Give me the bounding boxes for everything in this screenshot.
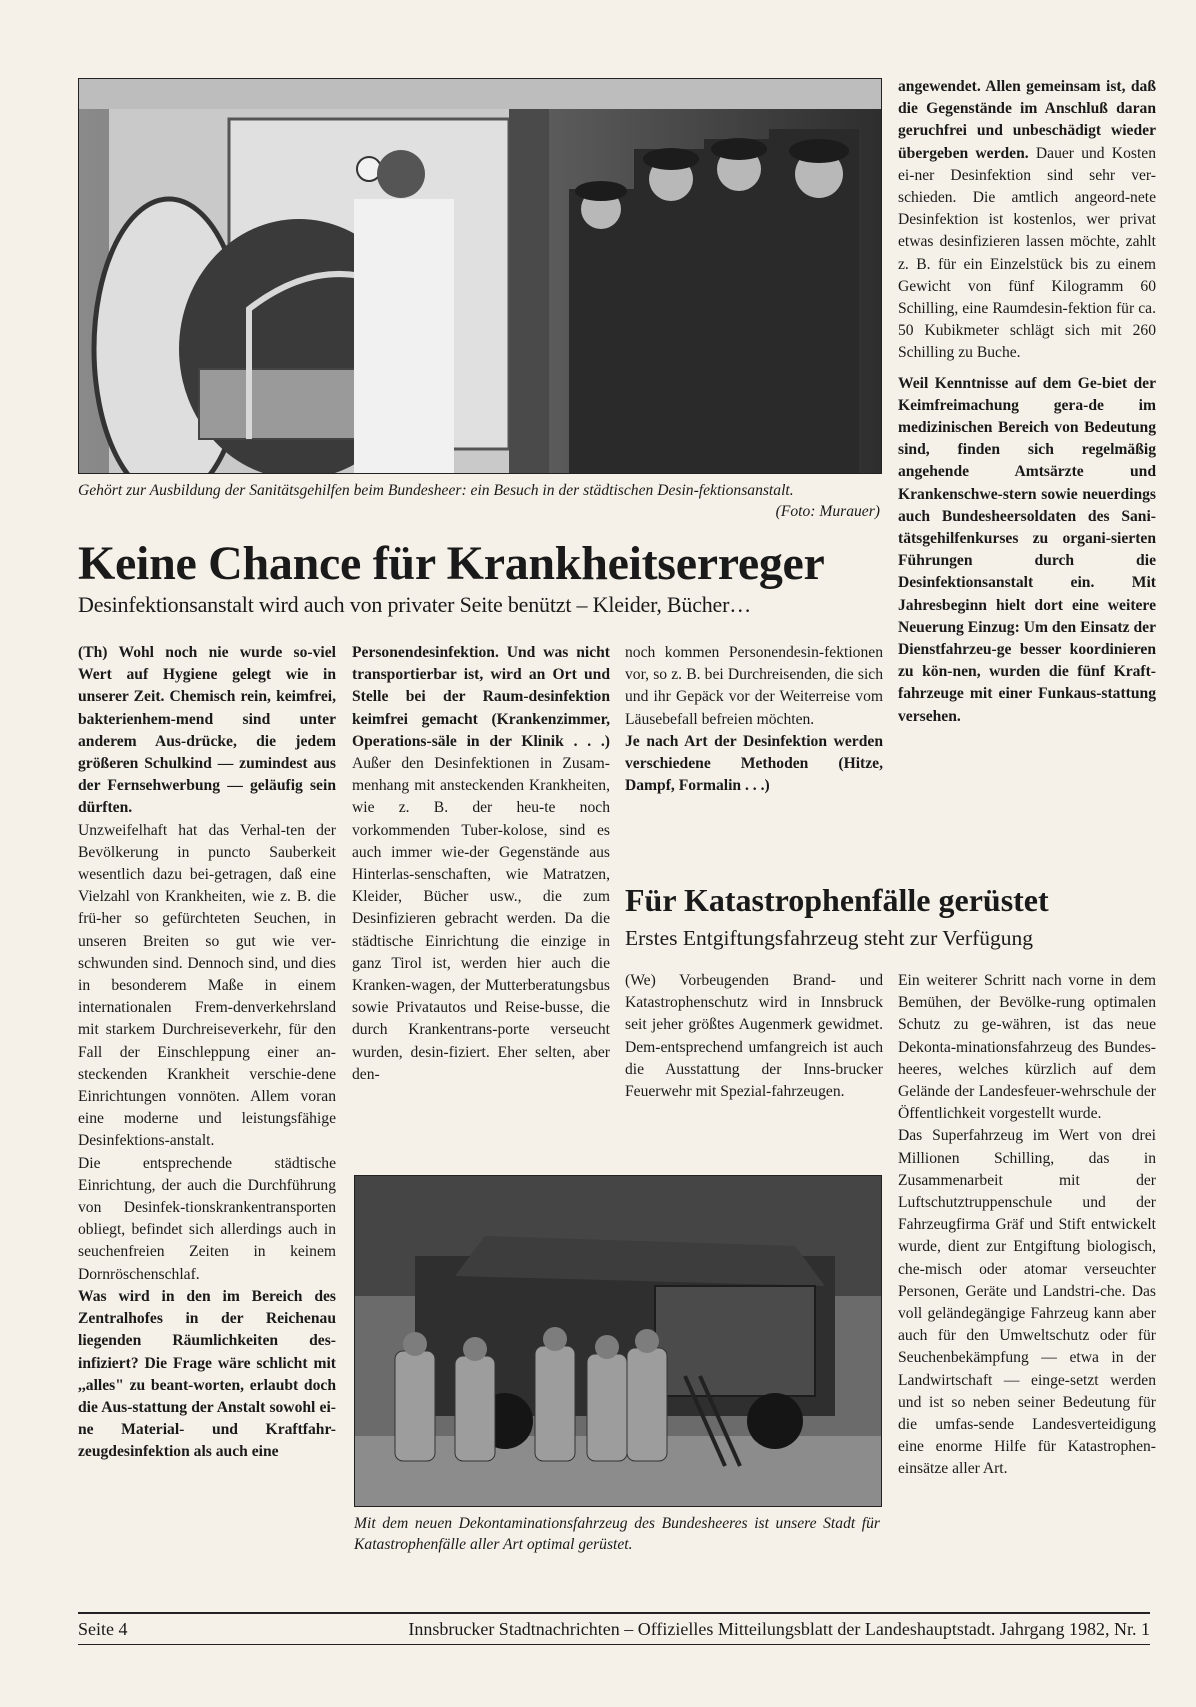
photo-caption-2-text: Mit dem neuen Dekontaminationsfahrzeug des Bundesheeres ist unsere Stadt für Katastrophenfälle aller Art optimal gerüstet.	[354, 1515, 880, 1553]
article-subheadline-main: Desinfektionsanstalt wird auch von privater Seite benützt – Kleider, Bücher…	[78, 592, 752, 617]
article-paragraph-bold: Personendesinfektion. Und was nicht transportierbar ist, wird an Ort und Stelle bei der Raum-desinfektion keimfrei gemacht (Krankenzimmer, Operations-säle in der Klinik . . .)	[352, 644, 610, 750]
article-paragraph-text: Dauer und Kosten ei-ner Desinfektion sind sehr ver-schieden. Die amtlich angeord-nete Desinfektion ist kostenlos, wer privat etwas desinfizieren lassen möchte, zahlt z. B. für ein Einzelstück bis zu einem Gewicht von fünf Kilogramm 60 Schilling, eine Raumdesin-fektion für ca. 50 Kubikmeter schlägt sich mit 260 Schilling zu Buche.	[898, 144, 1156, 362]
article-paragraph	[898, 76, 1156, 365]
article-subheadline-secondary: Erstes Entgiftungsfahrzeug steht zur Verfügung	[625, 926, 1033, 950]
article-column-4	[898, 76, 1156, 728]
article-paragraph: Unzweifelhaft hat das Verhal-ten der Bevölkerung in puncto Sauberkeit wesentlich dazu bei-getragen, daß eine Vielzahl von Krankheiten, wie z. B. die frü-her so gefürchteten Seuchen, in unseren Breiten so gut wie ver-schwunden sind. Dennoch sind, und dies in besonderem Maße in einem internationalen Frem-denverkehrsland mit starkem Durchreiseverkehr, für den Fall der Einschleppung einer an-steckenden Krankheit verschie-dene Einrichtungen vonnöten. Allem voran eine moderne und leistungsfähige Desinfektions-anstalt.	[78, 821, 336, 1150]
photo-caption-1-text: Gehört zur Ausbildung der Sanitätsgehilfen beim Bundesheer: ein Besuch in der städtischen Desin-fektionsanstalt.	[78, 482, 794, 499]
photo-disinfection-chamber	[78, 78, 882, 474]
article-paragraph-bold: Weil Kenntnisse auf dem Ge-biet der Keimfreimachung gera-de im medizinischen Bereich von Bedeutung sind, finden sich regelmäßig angehende Amtsärzte und Krankenschwe-stern sowie neuerdings auch Bundesheersoldaten des Sani-tätsgehilfenkurses zu organi-sierten Führungen durch die Desinfektionsanstalt ein. Mit Jahresbeginn hielt dort eine weitere Neuerung Einzug: Um den Einsatz der Dienstfahrzeu-ge besser koordinieren zu kön-nen, wurden die fünf Kraft-fahrzeuge mit einer Funkaus-stattung versehen.	[898, 374, 1156, 725]
article-paragraph: (We) Vorbeugenden Brand- und Katastrophenschutz wird in Innsbruck seit jeher größtes Augenmerk gewidmet. Dem-entsprechend umfangreich ist auch die Ausstattung der Inns-brucker Feuerwehr mit Spezial-fahrzeugen.	[625, 972, 883, 1101]
article-column-2	[352, 642, 610, 1086]
article-paragraph	[352, 642, 610, 1086]
article-column-3	[625, 642, 883, 797]
article-lead-paragraph: (Th) Wohl noch nie wurde so-viel Wert auf Hygiene gelegt wie in unserer Zeit. Chemisch rein, keimfrei, bakterienhem-mend sind unter anderem Aus-drücke, die jedem größeren Schulkind — zumindest aus der Fernsehwerbung — geläufig sein dürften.	[78, 644, 336, 817]
article-headline-main: Keine Chance für Krankheitserreger	[78, 537, 825, 590]
photo-caption-2	[354, 1513, 880, 1555]
article-paragraph: Das Superfahrzeug im Wert von drei Millionen Schilling, das in Zusammenarbeit mit der Luftschutztruppenschule und der Fahrzeugfirma Gräf und Stift entwickelt wurde, dient zur Entgiftung biologisch, che-misch oder atomar verseuchter Personen, Geräte und Landstri-che. Das voll geländegängige Fahrzeug kann aber auch für den Umweltschutz oder für Seuchenbekämpfung — etwa in der Landwirtschaft — einge-setzt werden und ist so neben seiner Bedeutung für die umfas-sende Landesverteidigung eine enorme Hilfe für Katastrophen-einsätze aller Art.	[898, 1127, 1156, 1478]
article2-column-1	[625, 970, 883, 1103]
article-paragraph-bold: Was wird in den im Bereich des Zentralhofes in der Reichenau liegenden Räumlichkeiten des-infiziert? Die Frage wäre schlicht mit ,,alles" zu beant-worten, erlaubt doch die Aus-stattung der Anstalt sowohl ei-ne Material- und Kraftfahr-zeugdesinfektion als auch eine	[78, 1287, 336, 1461]
article-paragraph: Die entsprechende städtische Einrichtung, der auch die Durchführung von Desinfek-tionskrankentransporten obliegt, befindet sich allerdings auch in seuchenfreien Zeiten in keinem Dornröschenschlaf.	[78, 1154, 336, 1283]
article-headline-secondary: Für Katastrophenfälle gerüstet	[625, 882, 1049, 918]
article-paragraph: noch kommen Personendesin-fektionen vor, so z. B. bei Durchreisenden, die sich und ihr Gepäck vor der Weiterreise vom Läusebefall befreien möchten.	[625, 644, 883, 728]
page-footer	[78, 1612, 1150, 1645]
article-paragraph-text: Außer den Desinfektionen in Zusam-menhang mit ansteckenden Krankheiten, wie z. B. der heu-te noch vorkommenden Tuber-kolose, sind es auch immer wie-der Gegenstände aus Hinterlas-senschaften, wie Matratzen, Kleider, Bücher usw., die zum Desinfizieren gebracht werden. Da die städtische Einrichtung die einzige in ganz Tirol ist, werden hier auch die Kranken-wagen, der Mutterberatungsbus sowie Privatautos und Reise-busse, die durch Krankentrans-porte verseucht wurden, desin-fiziert. Eher selten, aber den-	[352, 755, 610, 1083]
photo-decontamination-vehicle	[354, 1175, 882, 1507]
article2-column-2	[898, 970, 1156, 1481]
photo-disinfection-chamber-graphic	[79, 79, 881, 473]
page-number: Seite 4	[78, 1619, 128, 1639]
publication-info: Innsbrucker Stadtnachrichten – Offizielles Mitteilungsblatt der Landeshauptstadt. Jahrgang 1982, Nr. 1	[408, 1619, 1150, 1639]
photo-credit: (Foto: Murauer)	[775, 503, 880, 520]
article-paragraph: Ein weiterer Schritt nach vorne in dem Bemühen, der Bevölke-rung optimalen Schutz zu ge-währen, ist das neue Dekonta-minationsfahrzeug des Bundes-heeres, welches kürzlich auf dem Gelände der Landesfeuer-wehrschule der Öffentlichkeit vorgestellt wurde.	[898, 972, 1156, 1123]
article-paragraph-bold: Je nach Art der Desinfektion werden verschiedene Methoden (Hitze, Dampf, Formalin . . .)	[625, 732, 883, 795]
article-paragraph-bold: angewendet. Allen gemeinsam ist, daß die Gegenstände im Anschluß daran geruchfrei und unbeschädigt wieder übergeben werden.	[898, 78, 1156, 162]
article-column-1	[78, 642, 336, 1464]
photo-caption-1	[78, 480, 880, 522]
photo-decontamination-vehicle-graphic	[355, 1176, 881, 1506]
